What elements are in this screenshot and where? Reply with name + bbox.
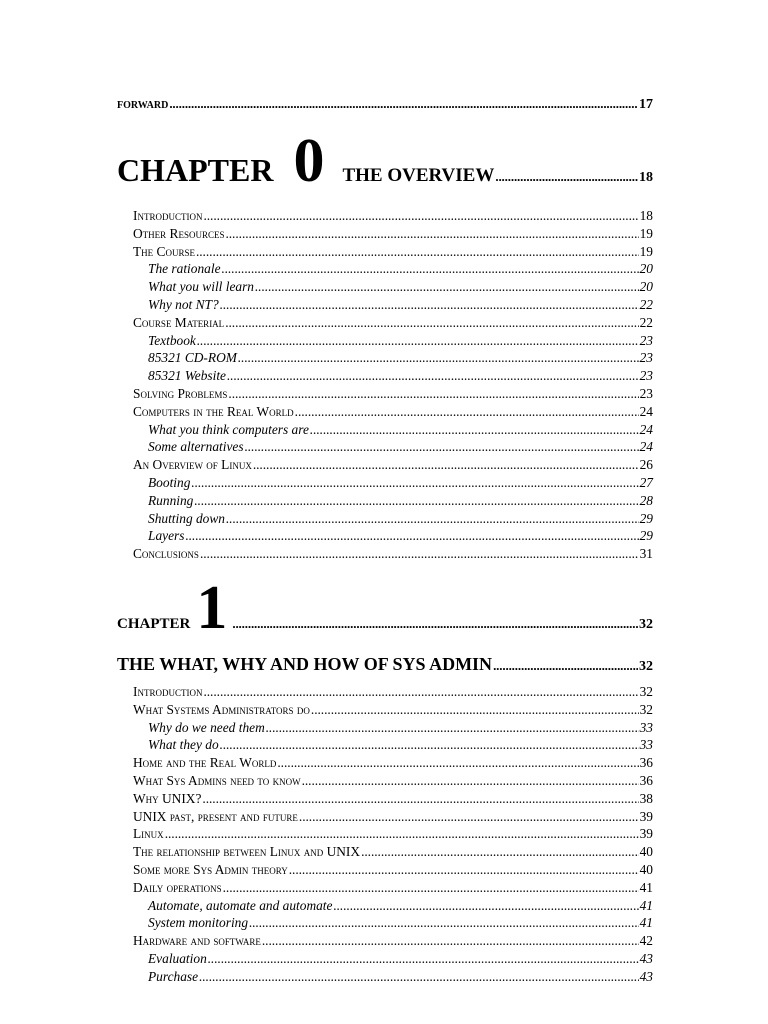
toc-entry[interactable] xyxy=(0,914,768,932)
toc-entry-page: 40 xyxy=(639,861,653,877)
toc-entry-page: 40 xyxy=(639,844,653,860)
toc-entry-title: System monitoring xyxy=(148,915,249,931)
toc-entry[interactable] xyxy=(0,950,768,968)
toc-entry-page: 36 xyxy=(639,755,653,771)
chapter-page: 18 xyxy=(639,170,653,185)
toc-entry-title: Why not NT? xyxy=(148,296,219,312)
toc-entry[interactable] xyxy=(0,545,768,563)
forward-page: 17 xyxy=(639,97,653,112)
chapter-1-entries xyxy=(0,683,768,986)
toc-entry[interactable] xyxy=(0,968,768,986)
leader-dots xyxy=(255,278,639,296)
toc-entry[interactable] xyxy=(0,438,768,456)
leader-dots xyxy=(495,169,638,185)
toc-entry-page: 29 xyxy=(639,510,653,526)
leader-dots xyxy=(361,843,639,861)
leader-dots xyxy=(299,808,639,826)
toc-entry[interactable] xyxy=(0,754,768,772)
toc-entry-title: Course Material xyxy=(133,314,225,330)
toc-entry-title: Running xyxy=(148,492,194,508)
toc-entry-title: Textbook xyxy=(148,332,196,348)
leader-dots xyxy=(222,260,639,278)
leader-dots xyxy=(238,349,639,367)
toc-entry[interactable] xyxy=(0,456,768,474)
toc-entry[interactable] xyxy=(0,879,768,897)
toc-entry-page: 20 xyxy=(639,279,653,295)
toc-entry[interactable] xyxy=(0,385,768,403)
toc-entry[interactable] xyxy=(0,772,768,790)
toc-entry-page: 20 xyxy=(639,261,653,277)
leader-dots xyxy=(262,932,639,950)
leader-dots xyxy=(197,332,639,350)
leader-dots xyxy=(194,492,638,510)
chapter-0-heading[interactable] xyxy=(0,127,768,195)
chapter-page: 32 xyxy=(639,617,653,632)
forward-entry[interactable] xyxy=(0,96,768,113)
toc-entry-page: 24 xyxy=(639,403,653,419)
toc-entry-title: 85321 CD-ROM xyxy=(148,350,237,366)
toc-entry-page: 32 xyxy=(639,701,653,717)
toc-entry[interactable] xyxy=(0,932,768,950)
leader-dots xyxy=(228,385,638,403)
toc-entry-page: 19 xyxy=(639,243,653,259)
toc-entry-page: 27 xyxy=(639,474,653,490)
leader-dots xyxy=(203,683,638,701)
toc-entry-page: 24 xyxy=(639,421,653,437)
toc-entry-page: 29 xyxy=(639,528,653,544)
leader-dots xyxy=(220,296,639,314)
toc-entry-page: 26 xyxy=(639,457,653,473)
leader-dots xyxy=(199,968,639,986)
toc-entry[interactable] xyxy=(0,296,768,314)
toc-entry-title: Layers xyxy=(148,528,185,544)
toc-entry-page: 18 xyxy=(639,208,653,223)
leader-dots xyxy=(249,914,639,932)
toc-entry-page: 41 xyxy=(639,897,653,913)
toc-entry-title: Automate, automate and automate xyxy=(148,897,333,913)
toc-entry[interactable] xyxy=(0,897,768,915)
leader-dots xyxy=(333,897,638,915)
forward-label: FORWARD xyxy=(117,100,169,111)
toc-entry-title: UNIX past, present and future xyxy=(133,808,298,824)
chapter-word: CHAPTER xyxy=(117,616,191,632)
toc-entry-title: Introduction xyxy=(133,684,203,699)
leader-dots xyxy=(200,545,639,563)
leader-dots xyxy=(185,527,638,545)
toc-entry[interactable] xyxy=(0,225,768,243)
toc-entry-page: 41 xyxy=(639,879,653,895)
toc-entry-page: 22 xyxy=(639,314,653,330)
toc-entry[interactable] xyxy=(0,314,768,332)
toc-entry-title: Conclusions xyxy=(133,546,199,562)
toc-entry-page: 39 xyxy=(639,826,653,842)
toc-entry-page: 39 xyxy=(639,808,653,824)
toc-entry[interactable] xyxy=(0,861,768,879)
leader-dots xyxy=(202,790,638,808)
toc-entry-title: Daily operations xyxy=(133,879,222,895)
leader-dots xyxy=(208,950,639,968)
chapter-1-title-line[interactable] xyxy=(0,654,768,675)
toc-entry-title: Why do we need them xyxy=(148,719,265,735)
leader-dots xyxy=(203,207,638,225)
leader-dots xyxy=(266,719,639,737)
toc-entry-page: 23 xyxy=(639,350,653,366)
toc-entry-title: What you think computers are xyxy=(148,421,309,437)
leader-dots xyxy=(225,225,638,243)
leader-dots xyxy=(295,403,639,421)
toc-entry-title: Some more Sys Admin theory xyxy=(133,861,288,877)
leader-dots xyxy=(196,243,639,261)
toc-entry-title: Linux xyxy=(133,826,164,842)
toc-entry-page: 23 xyxy=(639,385,653,401)
toc-entry[interactable] xyxy=(0,790,768,808)
leader-dots xyxy=(277,754,638,772)
toc-entry-title: Purchase xyxy=(148,968,199,984)
toc-entry-title: Why UNIX? xyxy=(133,790,202,806)
toc-entry[interactable] xyxy=(0,683,768,701)
toc-entry-title: Some alternatives xyxy=(148,439,244,455)
toc-entry[interactable] xyxy=(0,808,768,826)
toc-entry-page: 38 xyxy=(639,790,653,806)
chapter-word: CHAPTER xyxy=(117,152,274,188)
toc-entry-title: What Systems Administrators do xyxy=(133,701,310,717)
toc-entry-title: 85321 Website xyxy=(148,368,226,384)
toc-entry-page: 19 xyxy=(639,225,653,241)
toc-entry[interactable] xyxy=(0,403,768,421)
leader-dots xyxy=(253,456,639,474)
toc-entry[interactable] xyxy=(0,332,768,350)
toc-entry-page: 43 xyxy=(639,950,653,966)
toc-entry-title: Hardware and software xyxy=(133,933,261,949)
toc-entry-title: Evaluation xyxy=(148,950,207,966)
toc-entry[interactable] xyxy=(0,492,768,510)
toc-entry-page: 42 xyxy=(639,933,653,949)
toc-entry[interactable] xyxy=(0,510,768,528)
toc-entry-title: Solving Problems xyxy=(133,385,228,401)
toc-entry-page: 28 xyxy=(639,492,653,508)
toc-entry-page: 41 xyxy=(639,915,653,931)
toc-entry-title: Other Resources xyxy=(133,225,225,241)
toc-entry-page: 23 xyxy=(639,368,653,384)
leader-dots xyxy=(245,438,639,456)
chapter-title: THE WHAT, WHY AND HOW OF SYS ADMIN xyxy=(117,654,493,674)
leader-dots xyxy=(302,772,639,790)
toc-entry[interactable] xyxy=(0,719,768,737)
toc-entry[interactable] xyxy=(0,825,768,843)
leader-dots xyxy=(310,421,639,439)
toc-entry-page: 24 xyxy=(639,439,653,455)
toc-entry-page: 32 xyxy=(639,684,653,699)
toc-entry-title: The Course xyxy=(133,243,195,259)
toc-entry-title: An Overview of Linux xyxy=(133,457,252,473)
chapter-0-entries xyxy=(0,207,768,563)
leader-dots xyxy=(225,314,638,332)
toc-entry[interactable] xyxy=(0,474,768,492)
chapter-title: THE OVERVIEW xyxy=(342,165,495,186)
leader-dots xyxy=(493,658,638,674)
toc-entry-title: The rationale xyxy=(148,261,221,277)
toc-entry-title: The relationship between Linux and UNIX xyxy=(133,844,361,860)
leader-dots xyxy=(220,736,639,754)
toc-entry-title: Home and the Real World xyxy=(133,755,277,771)
leader-dots xyxy=(226,510,639,528)
leader-dots xyxy=(223,879,639,897)
toc-entry-page: 43 xyxy=(639,968,653,984)
chapter-1-heading[interactable] xyxy=(0,574,768,642)
toc-entry[interactable] xyxy=(0,736,768,754)
toc-entry-page: 36 xyxy=(639,772,653,788)
leader-dots xyxy=(232,616,638,632)
toc-entry[interactable] xyxy=(0,843,768,861)
toc-entry-title: What Sys Admins need to know xyxy=(133,772,301,788)
chapter-title-page: 32 xyxy=(639,659,653,674)
leader-dots xyxy=(191,474,638,492)
toc-entry-title: What you will learn xyxy=(148,279,255,295)
toc-entry-title: Shutting down xyxy=(148,510,226,526)
toc-entry-page: 33 xyxy=(639,737,653,753)
toc-entry[interactable] xyxy=(0,243,768,261)
toc-entry[interactable] xyxy=(0,349,768,367)
leader-dots xyxy=(289,861,639,879)
toc-entry[interactable] xyxy=(0,260,768,278)
toc-entry-title: Booting xyxy=(148,474,191,490)
toc-entry-title: What they do xyxy=(148,737,219,753)
toc-entry[interactable] xyxy=(0,207,768,225)
leader-dots xyxy=(311,701,639,719)
leader-dots xyxy=(165,825,639,843)
leader-dots xyxy=(169,96,638,112)
toc-entry[interactable] xyxy=(0,701,768,719)
toc-entry[interactable] xyxy=(0,421,768,439)
toc-entry-page: 31 xyxy=(639,546,653,562)
chapter-number: 0 xyxy=(293,127,325,195)
toc-entry[interactable] xyxy=(0,367,768,385)
toc-entry-page: 33 xyxy=(639,719,653,735)
chapter-number: 1 xyxy=(196,574,228,642)
toc-entry-title: Computers in the Real World xyxy=(133,403,294,419)
toc-entry-page: 22 xyxy=(639,296,653,312)
toc-entry-title: Introduction xyxy=(133,208,203,223)
toc-entry-page: 23 xyxy=(639,332,653,348)
leader-dots xyxy=(227,367,639,385)
toc-entry[interactable] xyxy=(0,278,768,296)
toc-entry[interactable] xyxy=(0,527,768,545)
